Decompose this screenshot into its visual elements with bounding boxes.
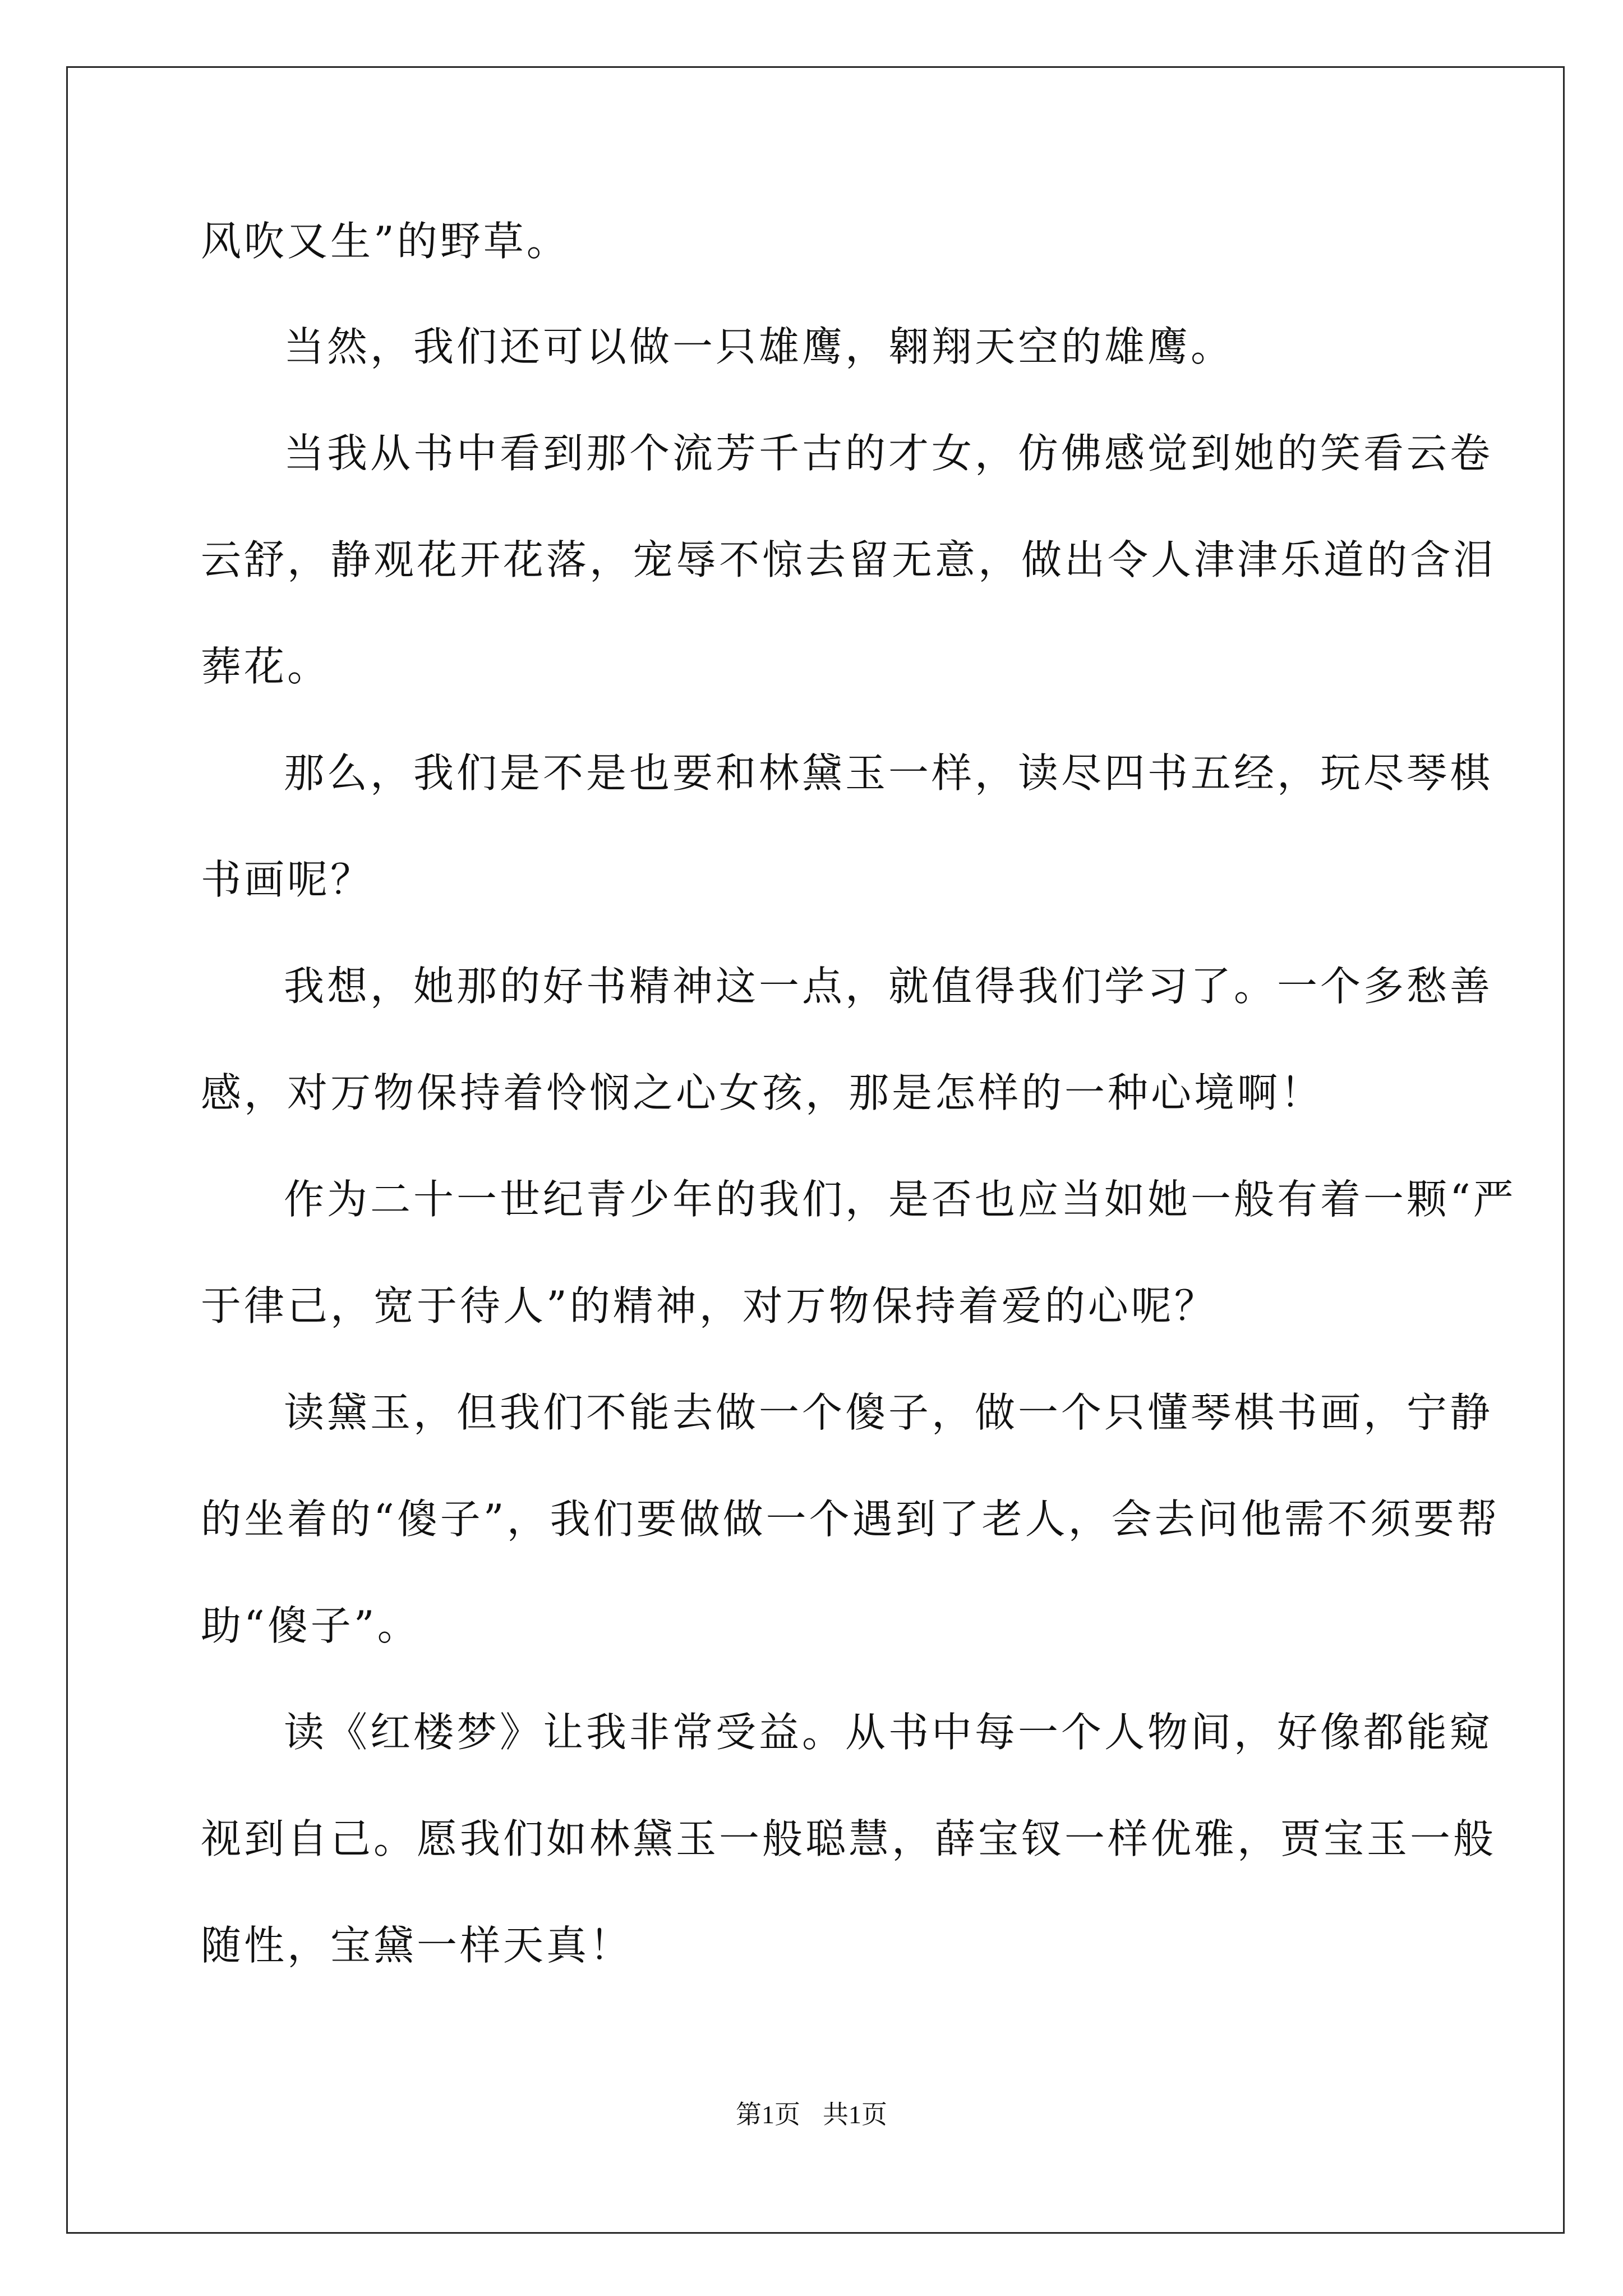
page-footer	[0, 2098, 1623, 2132]
text-line: 我想，她那的好书精神这一点，就值得我们学习了。一个多愁善	[284, 963, 1493, 1010]
text-line: 葬花。	[201, 643, 331, 690]
text-line: 云舒，静观花开花落，宠辱不惊去留无意，做出令人津津乐道的含泪	[201, 536, 1497, 583]
text-line: 那么，我们是不是也要和林黛玉一样，读尽四书五经，玩尽琴棋	[284, 749, 1493, 797]
text-line: 当然，我们还可以做一只雄鹰，翱翔天空的雄鹰。	[284, 323, 1234, 370]
text-line: 的坐着的“傻子”，我们要做做一个遇到了老人，会去问他需不须要帮	[201, 1496, 1500, 1543]
text-line: 风吹又生”的野草。	[201, 218, 570, 265]
text-line: 视到自己。愿我们如林黛玉一般聪慧，薛宝钗一样优雅，贾宝玉一般	[201, 1815, 1497, 1862]
text-line: 随性，宝黛一样天真！	[201, 1922, 633, 1969]
text-line: 助“傻子”。	[201, 1602, 421, 1649]
text-line: 作为二十一世纪青少年的我们，是否也应当如她一般有着一颗“严	[284, 1176, 1516, 1223]
page-total: 共1页	[823, 2100, 887, 2129]
text-line: 于律己，宽于待人”的精神，对万物保持着爱的心呢？	[201, 1282, 1218, 1329]
text-line: 读《红楼梦》让我非常受益。从书中每一个人物间，好像都能窥	[284, 1709, 1493, 1756]
text-line: 读黛玉，但我们不能去做一个傻子，做一个只懂琴棋书画，宁静	[284, 1389, 1493, 1436]
page-border	[66, 66, 1565, 2234]
text-line: 书画呢？	[201, 856, 374, 903]
text-line: 当我从书中看到那个流芳千古的才女，仿佛感觉到她的笑看云卷	[284, 430, 1493, 477]
text-line: 感，对万物保持着怜悯之心女孩，那是怎样的一种心境啊！	[201, 1069, 1324, 1116]
page-number: 第1页	[736, 2100, 800, 2129]
